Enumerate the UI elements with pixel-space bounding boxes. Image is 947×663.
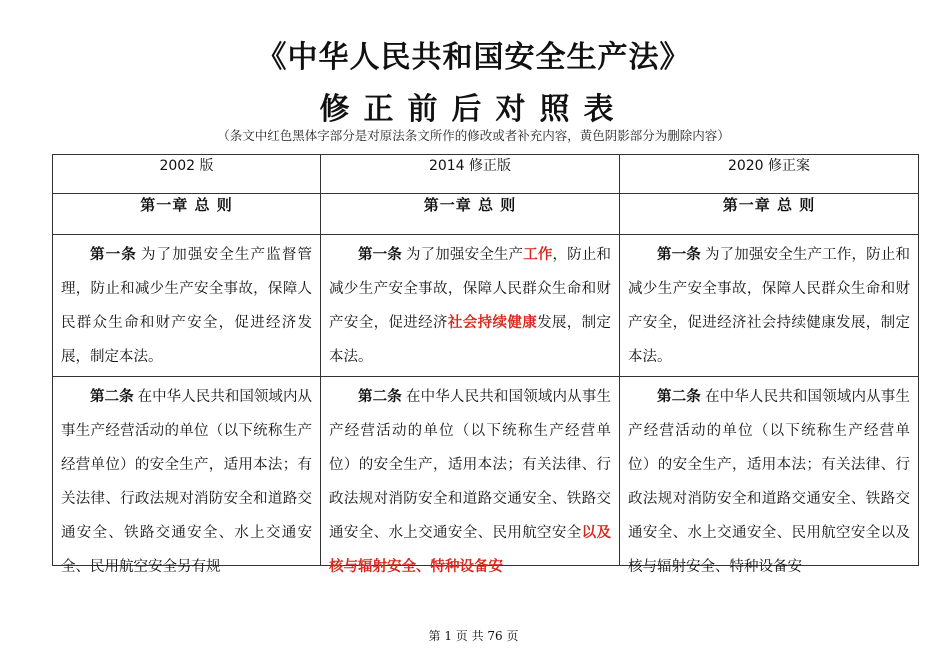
article2-2002-body: 在中华人民共和国领域内从事生产经营活动的单位（以下统称生产经营单位）的安全生产，适用本法；有关法律、行政法规对消防安全和道路交通安全、铁路交通安全、水上交通安全、民用航空安全另有规: [61, 389, 313, 575]
article1-2014-body-part: ，防止和减少生产安全事故，保障人民群众生命和财产安全，促进经济: [329, 247, 611, 331]
article2-2020-cell: [620, 377, 919, 575]
article2-2014-cell: [321, 377, 620, 575]
comparison-table: [52, 154, 919, 575]
page-footer: 第 1 页 共 76 页: [428, 629, 519, 643]
article2-2014-body-part: 在中华人民共和国领域内从事生产经营活动的单位（以下统称生产经营单位）的安全生产，适用本法；有关法律、行政法规对消防安全和道路交通安全、铁路交通安全、水上交通安全、民用航空安全: [329, 389, 611, 541]
article1-2014-text: [321, 235, 619, 376]
amended-text: 社会持续健康: [447, 315, 538, 331]
amended-text: 工作: [523, 247, 553, 263]
document-title: 《中华人民共和国安全生产法》: [256, 40, 691, 75]
article2-2002-text: [53, 377, 320, 575]
article-label: 第一条: [358, 247, 402, 263]
article1-2020-body: 为了加强安全生产工作，防止和减少生产安全事故，保障人民群众生命和财产安全，促进经济社会持续健康发展，制定本法。: [628, 247, 910, 365]
chapter-heading-2002: 第一章 总 则: [53, 194, 321, 235]
article2-2020-body: 在中华人民共和国领域内从事生产经营活动的单位（以下统称生产经营单位）的安全生产，适用本法；有关法律、行政法规对消防安全和道路交通安全、铁路交通安全、水上交通安全、民用航空安全以及核与辐射安全、特种设备安: [628, 389, 910, 575]
article1-2002-cell: [53, 235, 321, 377]
article-label: 第二条: [90, 389, 134, 405]
column-header-2014: 2014 修正版: [321, 155, 620, 194]
document-subtitle: 修正前后对照表: [319, 92, 628, 127]
article-label: 第二条: [358, 389, 402, 405]
column-header-2020: 2020 修正案: [620, 155, 919, 194]
article2-2020-text: [620, 377, 918, 575]
table-row: [53, 235, 919, 377]
article1-2002-text: [53, 235, 320, 376]
article2-2014-text: [321, 377, 619, 575]
article1-2014-body-part: 发展，制定本法。: [329, 315, 612, 365]
article1-2020-cell: [620, 235, 919, 377]
article1-2014-cell: [321, 235, 620, 377]
legend-note: （条文中红色黑体字部分是对原法条文所作的修改或者补充内容，黄色阴影部分为删除内容）: [217, 128, 730, 143]
article1-2014-body-part: 为了加强安全生产: [405, 247, 524, 263]
column-header-2002: 2002 版: [53, 155, 321, 194]
article-label: 第二条: [657, 389, 701, 405]
table-header-row: [53, 155, 919, 194]
chapter-heading-2020: 第一章 总 则: [620, 194, 919, 235]
article1-2020-text: [620, 235, 918, 376]
table-row: [53, 377, 919, 566]
article-label: 第一条: [90, 247, 137, 263]
article-label: 第一条: [657, 247, 701, 263]
amended-text: 以及核与辐射安全、特种设备安: [329, 525, 612, 575]
article1-2002-body: 为了加强安全生产监督管理，防止和减少生产安全事故，保障人民群众生命和财产安全，促进经济发展，制定本法。: [61, 247, 313, 365]
chapter-row: [53, 194, 919, 235]
article2-2002-cell: [53, 377, 321, 575]
chapter-heading-2014: 第一章 总 则: [321, 194, 620, 235]
